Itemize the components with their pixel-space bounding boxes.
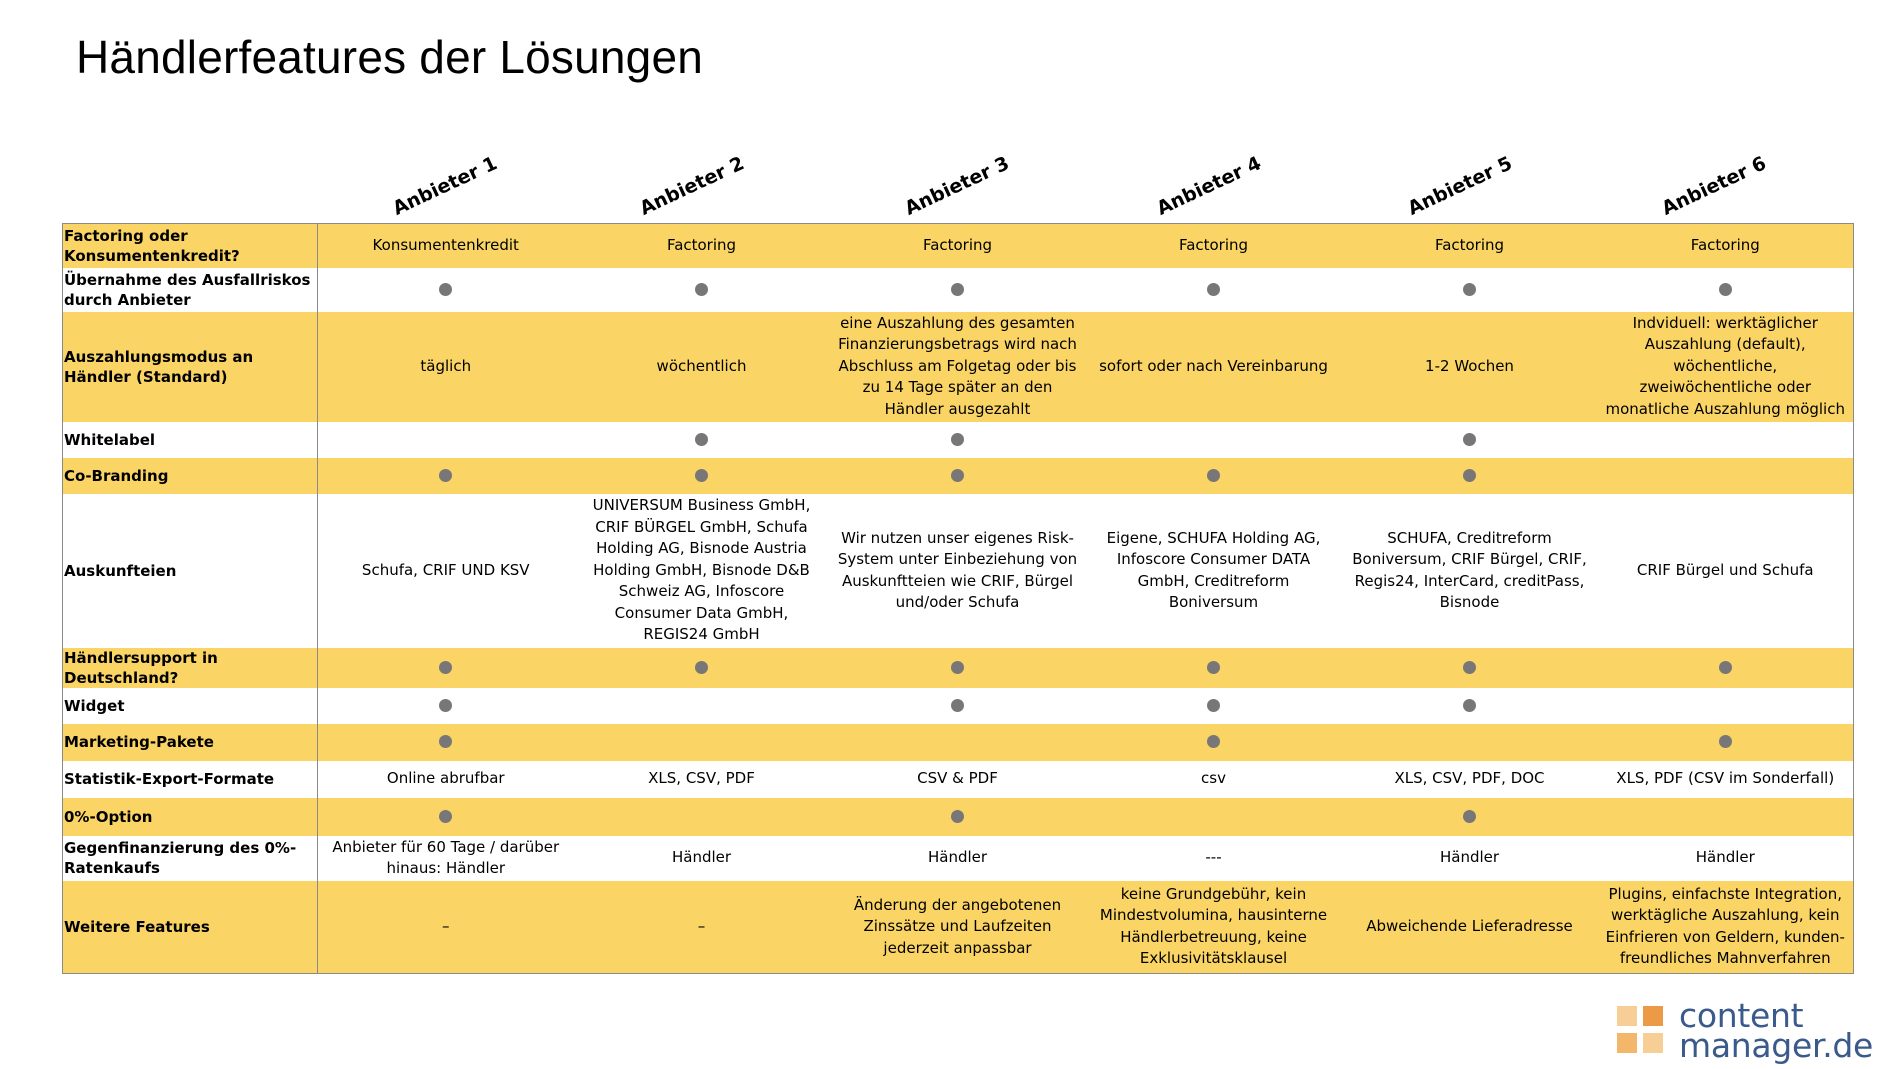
table-cell: XLS, CSV, PDF [574,761,830,798]
table-cell: UNIVERSUM Business GmbH, CRIF BÜRGEL GmbH, Schufa Holding AG, Bisnode Austria Holding GmbH, Bisnode D&B Schweiz AG, Infoscore Consumer Data GmbH, REGIS24 GmbH [574,494,830,648]
table-row [63,312,1854,422]
provider-headers [0,135,1900,225]
table-cell [1086,688,1342,724]
check-dot-icon [1207,699,1220,712]
table-cell [1598,458,1854,494]
table-cell: sofort oder nach Vereinbarung [1086,312,1342,422]
table-cell: keine Grundgebühr, kein Mindestvolumina, hausinterne Händlerbetreuung, keine Exklusivitätsklausel [1086,881,1342,974]
table-cell: Online abrufbar [318,761,574,798]
table-cell [1598,798,1854,836]
table-cell [574,648,830,688]
check-dot-icon [1207,735,1220,748]
check-dot-icon [439,661,452,674]
check-dot-icon [951,699,964,712]
contentmanager-logo [1617,996,1887,1065]
table-cell [830,268,1086,312]
check-dot-icon [1463,433,1476,446]
provider-header-4: Anbieter 4 [1153,152,1265,220]
row-label: Händlersupport in Deutschland? [63,648,318,688]
row-label: Weitere Features [63,881,318,974]
row-label: Whitelabel [63,422,318,458]
check-dot-icon [1719,661,1732,674]
table-cell [1086,648,1342,688]
table-cell [1342,422,1598,458]
table-cell: Eigene, SCHUFA Holding AG, Infoscore Consumer DATA GmbH, Creditreform Boniversum [1086,494,1342,648]
table-cell [1086,724,1342,761]
table-cell: SCHUFA, Creditreform Boniversum, CRIF Bürgel, CRIF, Regis24, InterCard, creditPass, Bisnode [1342,494,1598,648]
logo-square-4 [1643,1033,1663,1053]
table-cell: Händler [1342,836,1598,881]
check-dot-icon [951,469,964,482]
table-cell: Factoring [1086,224,1342,268]
check-dot-icon [439,283,452,296]
logo-square-2 [1643,1006,1663,1026]
check-dot-icon [695,283,708,296]
table-cell [1342,268,1598,312]
check-dot-icon [1463,661,1476,674]
table-cell [574,458,830,494]
table-cell: Indviduell: werktäglicher Auszahlung (default), wöchentliche, zweiwöchentliche oder monatliche Auszahlung möglich [1598,312,1854,422]
check-dot-icon [951,433,964,446]
table-cell [1086,268,1342,312]
table-cell: täglich [318,312,574,422]
table-row [63,224,1854,268]
logo-square-1 [1617,1006,1637,1026]
check-dot-icon [1463,283,1476,296]
table-cell [1598,422,1854,458]
table-cell [574,422,830,458]
table-cell [574,798,830,836]
check-dot-icon [695,469,708,482]
table-row [63,458,1854,494]
table-cell: – [574,881,830,974]
row-label: Auskunfteien [63,494,318,648]
logo-text-line2: manager.de [1679,1026,1874,1065]
check-dot-icon [1207,661,1220,674]
table-cell [1086,422,1342,458]
check-dot-icon [1463,469,1476,482]
table-cell [1598,688,1854,724]
table-cell: CRIF Bürgel und Schufa [1598,494,1854,648]
check-dot-icon [951,810,964,823]
table-cell [574,688,830,724]
table-cell [1598,648,1854,688]
table-cell: XLS, CSV, PDF, DOC [1342,761,1598,798]
logo-square-3 [1617,1033,1637,1053]
provider-header-6: Anbieter 6 [1658,152,1770,220]
check-dot-icon [1463,699,1476,712]
table-cell: Factoring [1598,224,1854,268]
table-row [63,422,1854,458]
table-cell: Schufa, CRIF UND KSV [318,494,574,648]
table-row [63,724,1854,761]
table-cell [574,724,830,761]
table-cell [318,458,574,494]
table-row [63,688,1854,724]
row-label: Widget [63,688,318,724]
table-cell [318,798,574,836]
table-cell: eine Auszahlung des gesamten Finanzierungsbetrags wird nach Abschluss am Folgetag oder bis zu 14 Tage später an den Händler ausgezahlt [830,312,1086,422]
table-cell: wöchentlich [574,312,830,422]
table-cell [1342,724,1598,761]
check-dot-icon [439,469,452,482]
check-dot-icon [439,810,452,823]
table-cell [830,648,1086,688]
table-row [63,648,1854,688]
table-cell: Wir nutzen unser eigenes Risk-System unter Einbeziehung von Auskunftteien wie CRIF, Bürgel und/oder Schufa [830,494,1086,648]
table-cell: CSV & PDF [830,761,1086,798]
table-cell [1086,458,1342,494]
provider-header-3: Anbieter 3 [901,152,1013,220]
table-cell [318,648,574,688]
table-cell: 1-2 Wochen [1342,312,1598,422]
table-cell [1342,648,1598,688]
table-cell [830,422,1086,458]
table-cell: XLS, PDF (CSV im Sonderfall) [1598,761,1854,798]
table-cell [830,458,1086,494]
table-cell [1598,724,1854,761]
check-dot-icon [1463,810,1476,823]
row-label: Statistik-Export-Formate [63,761,318,798]
table-cell [318,422,574,458]
logo-text-line1: content [1679,996,1804,1035]
table-cell: Konsumentenkredit [318,224,574,268]
table-cell [318,724,574,761]
table-cell: Händler [1598,836,1854,881]
table-cell: Factoring [830,224,1086,268]
features-table [62,223,1854,974]
table-cell: Factoring [1342,224,1598,268]
check-dot-icon [695,433,708,446]
check-dot-icon [1719,735,1732,748]
table-cell [318,268,574,312]
row-label: 0%-Option [63,798,318,836]
row-label: Auszahlungsmodus an Händler (Standard) [63,312,318,422]
table-cell [1342,688,1598,724]
table-cell: Händler [574,836,830,881]
provider-header-5: Anbieter 5 [1404,152,1516,220]
table-row [63,761,1854,798]
table-cell [1342,458,1598,494]
row-label: Marketing-Pakete [63,724,318,761]
table-cell: – [318,881,574,974]
table-cell [574,268,830,312]
table-row [63,881,1854,974]
row-label: Gegenfinanzierung des 0%-Ratenkaufs [63,836,318,881]
provider-header-2: Anbieter 2 [636,152,748,220]
row-label: Co-Branding [63,458,318,494]
row-label: Factoring oder Konsumentenkredit? [63,224,318,268]
check-dot-icon [1719,283,1732,296]
check-dot-icon [695,661,708,674]
table-cell: --- [1086,836,1342,881]
table-row [63,798,1854,836]
table-cell: Factoring [574,224,830,268]
table-cell: Anbieter für 60 Tage / darüber hinaus: Händler [318,836,574,881]
table-cell [1598,268,1854,312]
table-cell [318,688,574,724]
table-cell: Abweichende Lieferadresse [1342,881,1598,974]
table-row [63,836,1854,881]
check-dot-icon [439,735,452,748]
provider-header-1: Anbieter 1 [389,152,501,220]
row-label: Übernahme des Ausfallriskos durch Anbieter [63,268,318,312]
check-dot-icon [951,283,964,296]
check-dot-icon [439,699,452,712]
table-cell: Händler [830,836,1086,881]
table-cell [1342,798,1598,836]
check-dot-icon [1207,469,1220,482]
check-dot-icon [1207,283,1220,296]
table-cell: Plugins, einfachste Integration, werktägliche Auszahlung, kein Einfrieren von Geldern, kunden-freundliches Mahnverfahren [1598,881,1854,974]
table-row [63,494,1854,648]
table-cell: csv [1086,761,1342,798]
table-cell [830,688,1086,724]
table-cell [830,724,1086,761]
check-dot-icon [951,661,964,674]
table-row [63,268,1854,312]
page-title: Händlerfeatures der Lösungen [76,31,704,83]
table-cell [1086,798,1342,836]
table-cell: Änderung der angebotenen Zinssätze und Laufzeiten jederzeit anpassbar [830,881,1086,974]
table-cell [830,798,1086,836]
